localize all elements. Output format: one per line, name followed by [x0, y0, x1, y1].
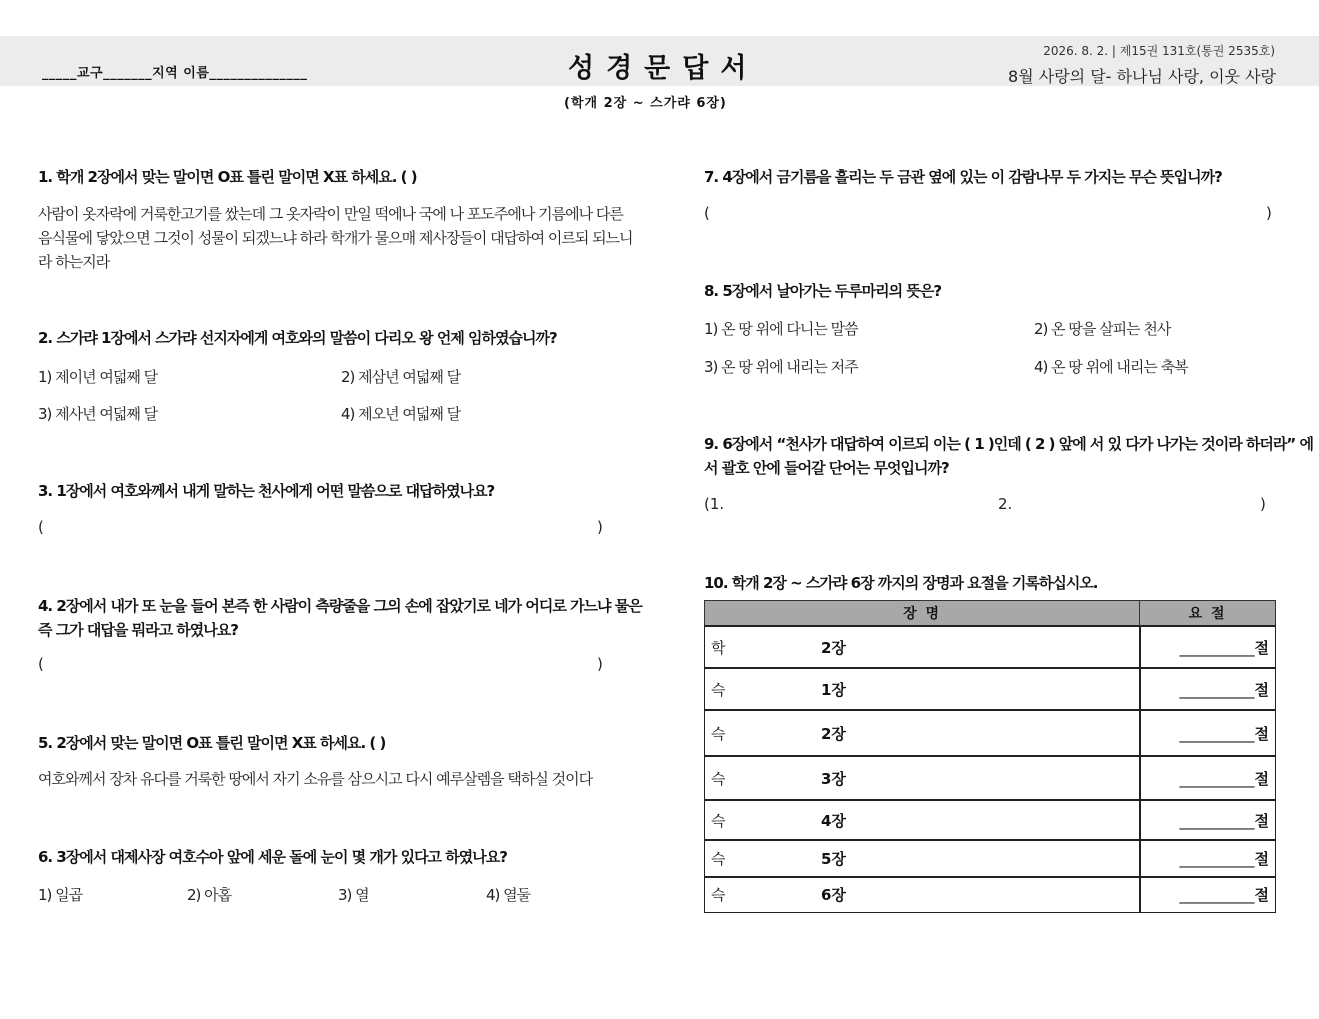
- book-abbrev: 슥: [711, 680, 726, 699]
- verse-suffix: 절: [1254, 811, 1269, 830]
- book-abbrev: 슥: [711, 886, 726, 905]
- registration-line: _____교구_______지역 이름______________: [42, 66, 308, 81]
- answer-paren-open: (: [704, 204, 710, 222]
- question-4-line: 4. 2장에서 내가 또 눈을 들어 본즉 한 사람이 측량줄을 그의 손에 잡았기로 네가 어디로 가느냐 물은: [38, 597, 642, 615]
- question-6: 6. 3장에서 대제사장 여호수아 앞에 세운 돌에 눈이 몇 개가 있다고 하였나요?: [38, 848, 507, 866]
- chapter-cell: [705, 710, 1140, 756]
- verse-suffix: 절: [1254, 850, 1269, 868]
- verse-blank[interactable]: __________: [1179, 886, 1255, 905]
- answer-paren-close: ): [597, 655, 603, 673]
- verse-blank[interactable]: __________: [1179, 850, 1255, 868]
- verse-suffix: 절: [1254, 724, 1269, 743]
- verse-cell[interactable]: [1140, 840, 1276, 877]
- verse-blank[interactable]: __________: [1179, 680, 1255, 699]
- passage-line: 사람이 옷자락에 거룩한고기를 쌌는데 그 옷자락이 만일 떡에나 국에 나 포도주에나 기름에나 다른: [38, 205, 623, 223]
- verse-cell[interactable]: [1140, 877, 1276, 912]
- verse-suffix: 절: [1254, 680, 1269, 699]
- table-row: [705, 668, 1276, 710]
- question-2-option-1: 1) 제이년 여덟째 달: [38, 368, 158, 386]
- table-header-row: [705, 601, 1276, 627]
- question-7: 7. 4장에서 금기름을 흘리는 두 금관 옆에 있는 이 감람나무 두 가지는 무슨 뜻입니까?: [704, 168, 1222, 186]
- question-1-passage: [38, 202, 633, 274]
- verse-suffix: 절: [1254, 886, 1269, 905]
- monthly-theme: 8월 사랑의 달- 하나님 사랑, 이웃 사랑: [1008, 67, 1276, 86]
- question-9: [704, 432, 1313, 480]
- question-4-line: 즉 그가 대답을 뭐라고 하였나요?: [38, 621, 238, 639]
- question-9-line: 9. 6장에서 “천사가 대답하여 이르되 이는 ( 1 )인데 ( 2 ) 앞에 서 있 다가 나가는 것이라 하더라” 에: [704, 435, 1313, 453]
- verse-cell[interactable]: [1140, 800, 1276, 840]
- question-2: 2. 스가랴 1장에서 스가랴 선지자에게 여호와의 말씀이 다리오 왕 언제 임하였습니까?: [38, 329, 557, 347]
- verse-cell[interactable]: [1140, 756, 1276, 800]
- chapter-verse-table: [704, 600, 1276, 913]
- question-9-line: 서 괄호 안에 들어갈 단어는 무엇입니까?: [704, 459, 949, 477]
- book-abbrev: 슥: [711, 724, 726, 743]
- table-header-chapter: 장 명: [705, 601, 1140, 627]
- question-8-option-1: 1) 온 땅 위에 다니는 말씀: [704, 320, 858, 338]
- question-6-option-1: 1) 일곱: [38, 886, 83, 904]
- book-abbrev: 학: [711, 638, 726, 657]
- table-header-verse: 요 절: [1140, 601, 1276, 627]
- question-6-option-4: 4) 열둘: [486, 886, 531, 904]
- chapter-number: 3장: [821, 769, 846, 788]
- table-row: [705, 626, 1276, 668]
- issue-info: 2026. 8. 2. | 제15권 131호(통권 2535호): [1043, 44, 1275, 58]
- table-row: [705, 756, 1276, 800]
- passage-line: 음식물에 닿았으면 그것이 성물이 되겠느냐 하라 학개가 물으매 제사장들이 대답하여 이르되 되느니: [38, 229, 633, 247]
- table-row: [705, 800, 1276, 840]
- passage-line: 라 하는지라: [38, 253, 110, 271]
- verse-blank[interactable]: __________: [1179, 724, 1255, 743]
- chapter-cell: [705, 877, 1140, 912]
- verse-blank[interactable]: __________: [1179, 638, 1255, 657]
- verse-suffix: 절: [1254, 769, 1269, 788]
- chapter-cell: [705, 756, 1140, 800]
- page-subtitle: (학개 2장 ~ 스가랴 6장): [564, 96, 727, 111]
- table-row: [705, 840, 1276, 877]
- question-1: 1. 학개 2장에서 맞는 말이면 O표 틀린 말이면 X표 하세요. ( ): [38, 168, 417, 186]
- chapter-cell: [705, 668, 1140, 710]
- table-row: [705, 710, 1276, 756]
- answer-paren-close: ): [1260, 495, 1266, 513]
- question-3: 3. 1장에서 여호와께서 내게 말하는 천사에게 어떤 말씀으로 대답하였나요?: [38, 482, 495, 500]
- chapter-number: 6장: [821, 886, 846, 905]
- question-2-option-3: 3) 제사년 여덟째 달: [38, 405, 158, 423]
- chapter-number: 4장: [821, 811, 846, 830]
- verse-cell[interactable]: [1140, 668, 1276, 710]
- chapter-number: 2장: [821, 638, 846, 657]
- verse-cell[interactable]: [1140, 626, 1276, 668]
- question-6-option-3: 3) 열: [338, 886, 369, 904]
- question-8: 8. 5장에서 날아가는 두루마리의 뜻은?: [704, 282, 942, 300]
- chapter-number: 5장: [821, 850, 846, 868]
- question-2-option-4: 4) 제오년 여덟째 달: [341, 405, 461, 423]
- question-2-option-2: 2) 제삼년 여덟째 달: [341, 368, 461, 386]
- book-abbrev: 슥: [711, 811, 726, 830]
- verse-cell[interactable]: [1140, 710, 1276, 756]
- verse-suffix: 절: [1254, 638, 1269, 657]
- chapter-number: 2장: [821, 724, 846, 743]
- book-abbrev: 슥: [711, 850, 726, 868]
- answer-paren-close: ): [1266, 204, 1272, 222]
- question-10: 10. 학개 2장 ~ 스가랴 6장 까지의 장명과 요절을 기록하십시오.: [704, 574, 1098, 592]
- answer-paren-open: (: [38, 655, 44, 673]
- question-8-option-4: 4) 온 땅 위에 내리는 축복: [1034, 358, 1188, 376]
- table-row: [705, 877, 1276, 912]
- question-6-option-2: 2) 아홉: [187, 886, 232, 904]
- question-8-option-3: 3) 온 땅 위에 내리는 저주: [704, 358, 858, 376]
- chapter-cell: [705, 626, 1140, 668]
- chapter-cell: [705, 840, 1140, 877]
- chapter-number: 1장: [821, 680, 846, 699]
- question-8-option-2: 2) 온 땅을 살피는 천사: [1034, 320, 1171, 338]
- question-5-statement: 여호와께서 장차 유다를 거룩한 땅에서 자기 소유를 삼으시고 다시 예루살렘을 택하실 것이다: [38, 770, 593, 788]
- answer-paren-open: (: [38, 518, 44, 536]
- verse-blank[interactable]: __________: [1179, 769, 1255, 788]
- question-9-answer-1: (1.: [704, 495, 725, 513]
- verse-blank[interactable]: __________: [1179, 811, 1255, 830]
- book-abbrev: 슥: [711, 769, 726, 788]
- page-title: 성경문답서: [568, 53, 759, 84]
- question-9-answer-2: 2.: [998, 495, 1013, 513]
- question-4: [38, 594, 642, 642]
- question-5: 5. 2장에서 맞는 말이면 O표 틀린 말이면 X표 하세요. ( ): [38, 734, 386, 752]
- answer-paren-close: ): [597, 518, 603, 536]
- chapter-cell: [705, 800, 1140, 840]
